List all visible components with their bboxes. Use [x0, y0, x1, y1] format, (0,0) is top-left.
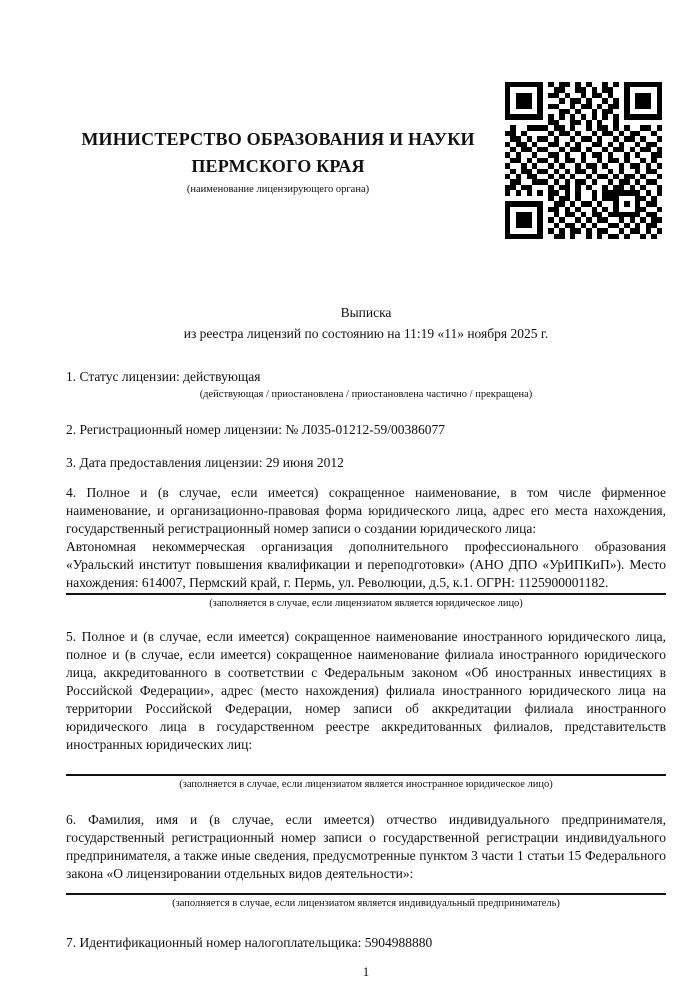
- qr-code-icon: [505, 82, 662, 239]
- authority-name-line2: ПЕРМСКОГО КРАЯ: [191, 156, 365, 176]
- field-license-grant-date: 3. Дата предоставления лицензии: 29 июня 2012: [66, 455, 344, 470]
- field-license-status-caption: (действующая / приостановлена / приостановлена частично / прекращена): [199, 389, 533, 400]
- licensing-authority-name: [66, 126, 490, 180]
- document-title-line1: Выписка: [340, 305, 392, 320]
- field-taxpayer-number: 7. Идентификационный номер налогоплательщика: 5904988880: [66, 935, 433, 950]
- field-individual-entrepreneur-caption: (заполняется в случае, если лицензиатом является индивидуальный предприниматель): [172, 898, 560, 909]
- field-registration-number: 2. Регистрационный номер лицензии: № Л035-01212-59/00386077: [66, 422, 446, 437]
- page-number: 1: [362, 964, 370, 979]
- authority-name-line1: МИНИСТЕРСТВО ОБРАЗОВАНИЯ И НАУКИ: [81, 129, 475, 149]
- document-title-line2: из реестра лицензий по состоянию на 11:19 «11» ноября 2025 г.: [183, 326, 549, 341]
- field-license-status: 1. Статус лицензии: действующая: [66, 369, 261, 384]
- field-legal-entity-value: Автономная некоммерческая организация дополнительного профессионального образования «Уральский институт повышения квалификации и переподготовки» (АНО ДПО «УрИПКиП»). Место нахождения: 614007, Пермский край, г. Пермь, ул. Революции, д.5, к.1. ОГРН: 1125900001182.: [66, 539, 666, 590]
- document-title: [66, 302, 666, 344]
- fill-line-foreign-entity: [66, 774, 666, 776]
- fill-line-individual-entrepreneur: [66, 893, 666, 895]
- field-foreign-entity-caption: (заполняется в случае, если лицензиатом является иностранное юридическое лицо): [179, 779, 553, 790]
- field-individual-entrepreneur-label: 6. Фамилия, имя и (в случае, если имеется) отчество индивидуального предпринимателя, государственный регистрационный номер записи о государственной регистрации индивидуального предпринимателя, а также иные сведения, предусмотренные пунктом 3 части 1 статьи 15 Федерального закона «О лицензировании отдельных видов деятельности»:: [66, 812, 666, 881]
- field-foreign-entity-label: 5. Полное и (в случае, если имеется) сокращенное наименование иностранного юридического лица, полное и (в случае, если имеется) сокращенное наименование филиала иностранного юридического лица, аккредитованного в соответствии с Федеральным законом «Об иностранных инвестициях в Российской Федерации», адрес (место нахождения) филиала иностранного юридического лица на территории Российской Федерации, номер записи об аккредитации филиала иностранного юридического лица в государственном реестре аккредитованных филиалов, представительств иностранных юридических лиц:: [66, 629, 666, 752]
- fill-line-legal-entity: [66, 593, 666, 595]
- field-legal-entity-caption: (заполняется в случае, если лицензиатом является юридическое лицо): [209, 598, 523, 609]
- authority-caption: (наименование лицензирующего органа): [186, 184, 370, 195]
- field-legal-entity-label: 4. Полное и (в случае, если имеется) сокращенное наименование, в том числе фирменное наименование, и организационно-правовая форма юридического лица, адрес его места нахождения, государственный регистрационный номер записи о создании юридического лица:: [66, 485, 666, 536]
